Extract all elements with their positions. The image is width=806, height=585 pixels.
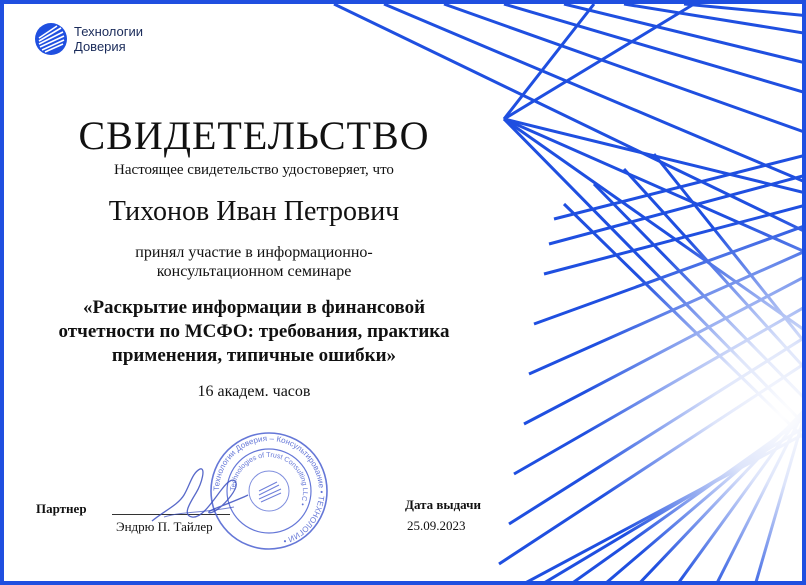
hours-text: 16 академ. часов — [197, 383, 311, 400]
partner-signature — [144, 459, 254, 529]
certificate-subtitle: Настоящее свидетельство удостоверяет, что — [114, 162, 394, 178]
svg-text:Technologies of Trust Consulti: Technologies of Trust Consulting LLC • — [229, 451, 309, 507]
logo-line2: Доверия — [74, 39, 126, 54]
participation-text: принял участие в информационно-консультационном семинаре — [135, 244, 373, 280]
decorative-ray — [684, 4, 806, 16]
logo-text — [74, 24, 143, 54]
partner-name: Эндрю П. Тайлер — [116, 519, 213, 534]
logo-icon — [34, 22, 68, 56]
issue-date-value: 25.09.2023 — [407, 518, 466, 533]
svg-text:Технологии Доверия – Консульти: Технологии Доверия – Консультирование • ТЕХНОЛОГИИ • — [211, 433, 327, 546]
seminar-title: «Раскрытие информации в финансовой отчетности по МСФО: требования, практика применения, типичные ошибки» — [58, 297, 450, 366]
logo — [34, 22, 143, 56]
issue-date-label: Дата выдачи — [405, 497, 481, 512]
recipient-name: Тихонов Иван Петрович — [108, 196, 400, 227]
certificate-title: СВИДЕТЕЛЬСТВО — [78, 113, 430, 158]
logo-line1: Технологии — [74, 24, 144, 39]
decorative-ray — [504, 4, 694, 119]
partner-label: Партнер — [36, 501, 87, 516]
